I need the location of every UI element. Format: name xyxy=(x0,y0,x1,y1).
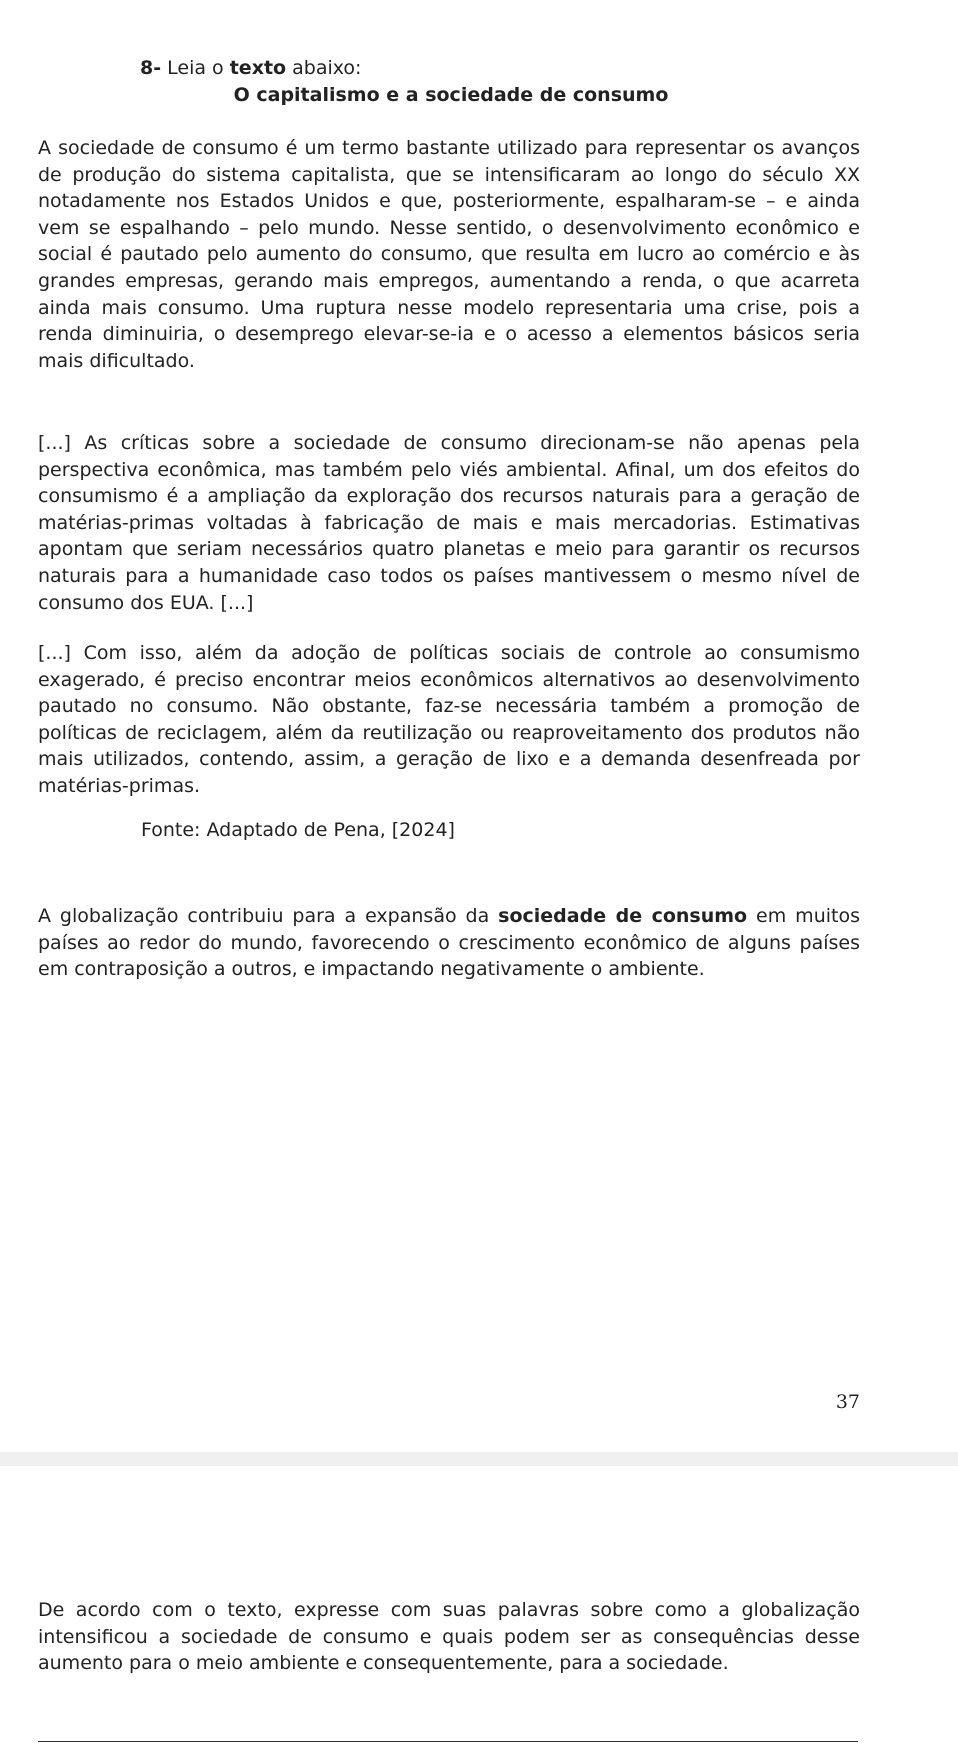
statement-bold: sociedade de consumo xyxy=(498,905,748,927)
article-paragraph-2: [...] As críticas sobre a sociedade de consumo direcionam-se não apenas pela perspectiva econômica, mas também pelo viés ambiental. Afinal, um dos efeitos do consumismo é a ampliação da exploração dos recursos naturais para a geração de matérias-primas voltadas à fabricação de mais e mais mercadorias. Estimativas apontam que seriam necessários quatro planetas e meio para garantir os recursos naturais para a humanidade caso todos os países mantivessem o mesmo nível de consumo dos EUA. [...] xyxy=(38,432,860,614)
statement-after: em muitos países ao redor do mundo, favorecendo o crescimento econômico de alguns países em contraposição a outros, e impactando negativamente o ambiente. xyxy=(38,905,860,981)
article-title: O capitalismo e a sociedade de consumo xyxy=(233,84,669,106)
article-source: Fonte: Adaptado de Pena, [2024] xyxy=(141,819,455,841)
question-suffix: abaixo: xyxy=(286,57,362,79)
article-paragraph-3: [...] Com isso, além da adoção de políticas sociais de controle ao consumismo exagerado, é preciso encontrar meios econômicos alternativos ao desenvolvimento pautado no consumo. Não obstante, faz-se necessária também a promoção de políticas de reciclagem, além da reutilização ou reaproveitamento dos produtos não mais utilizados, contendo, assim, a geração de lixo e a demanda desenfreada por matérias-primas. xyxy=(38,642,860,797)
question-heading xyxy=(140,56,361,80)
article-paragraph-1: A sociedade de consumo é um termo bastante utilizado para representar os avanços de produção do sistema capitalista, que se intensificaram ao longo do século XX notadamente nos Estados Unidos e que, posteriormente, espalharam-se – e ainda vem se espalhando – pelo mundo. Nesse sentido, o desenvolvimento econômico e social é pautado pelo aumento do consumo, que resulta em lucro ao comércio e às grandes empresas, gerando mais empregos, aumentando a renda, o que acarreta ainda mais consumo. Uma ruptura nesse modelo representaria uma crise, pois a renda diminuiria, o desemprego elevar-se-ia e o acesso a elementos básicos seria mais dificultado. xyxy=(38,137,860,372)
statement-paragraph xyxy=(38,903,860,983)
question-bold-word: texto xyxy=(229,57,287,79)
statement-before: A globalização contribuiu para a expansão da xyxy=(38,905,499,927)
answer-line[interactable] xyxy=(38,1741,858,1742)
question-prefix: Leia o xyxy=(161,57,230,79)
question-number: 8- xyxy=(140,57,162,79)
page-number: 37 xyxy=(835,1391,860,1413)
question-prompt: De acordo com o texto, expresse com suas palavras sobre como a globalização intensificou a sociedade de consumo e quais podem ser as consequências desse aumento para o meio ambiente e consequentemente, para a sociedade. xyxy=(38,1599,860,1675)
page-separator xyxy=(0,1452,958,1466)
